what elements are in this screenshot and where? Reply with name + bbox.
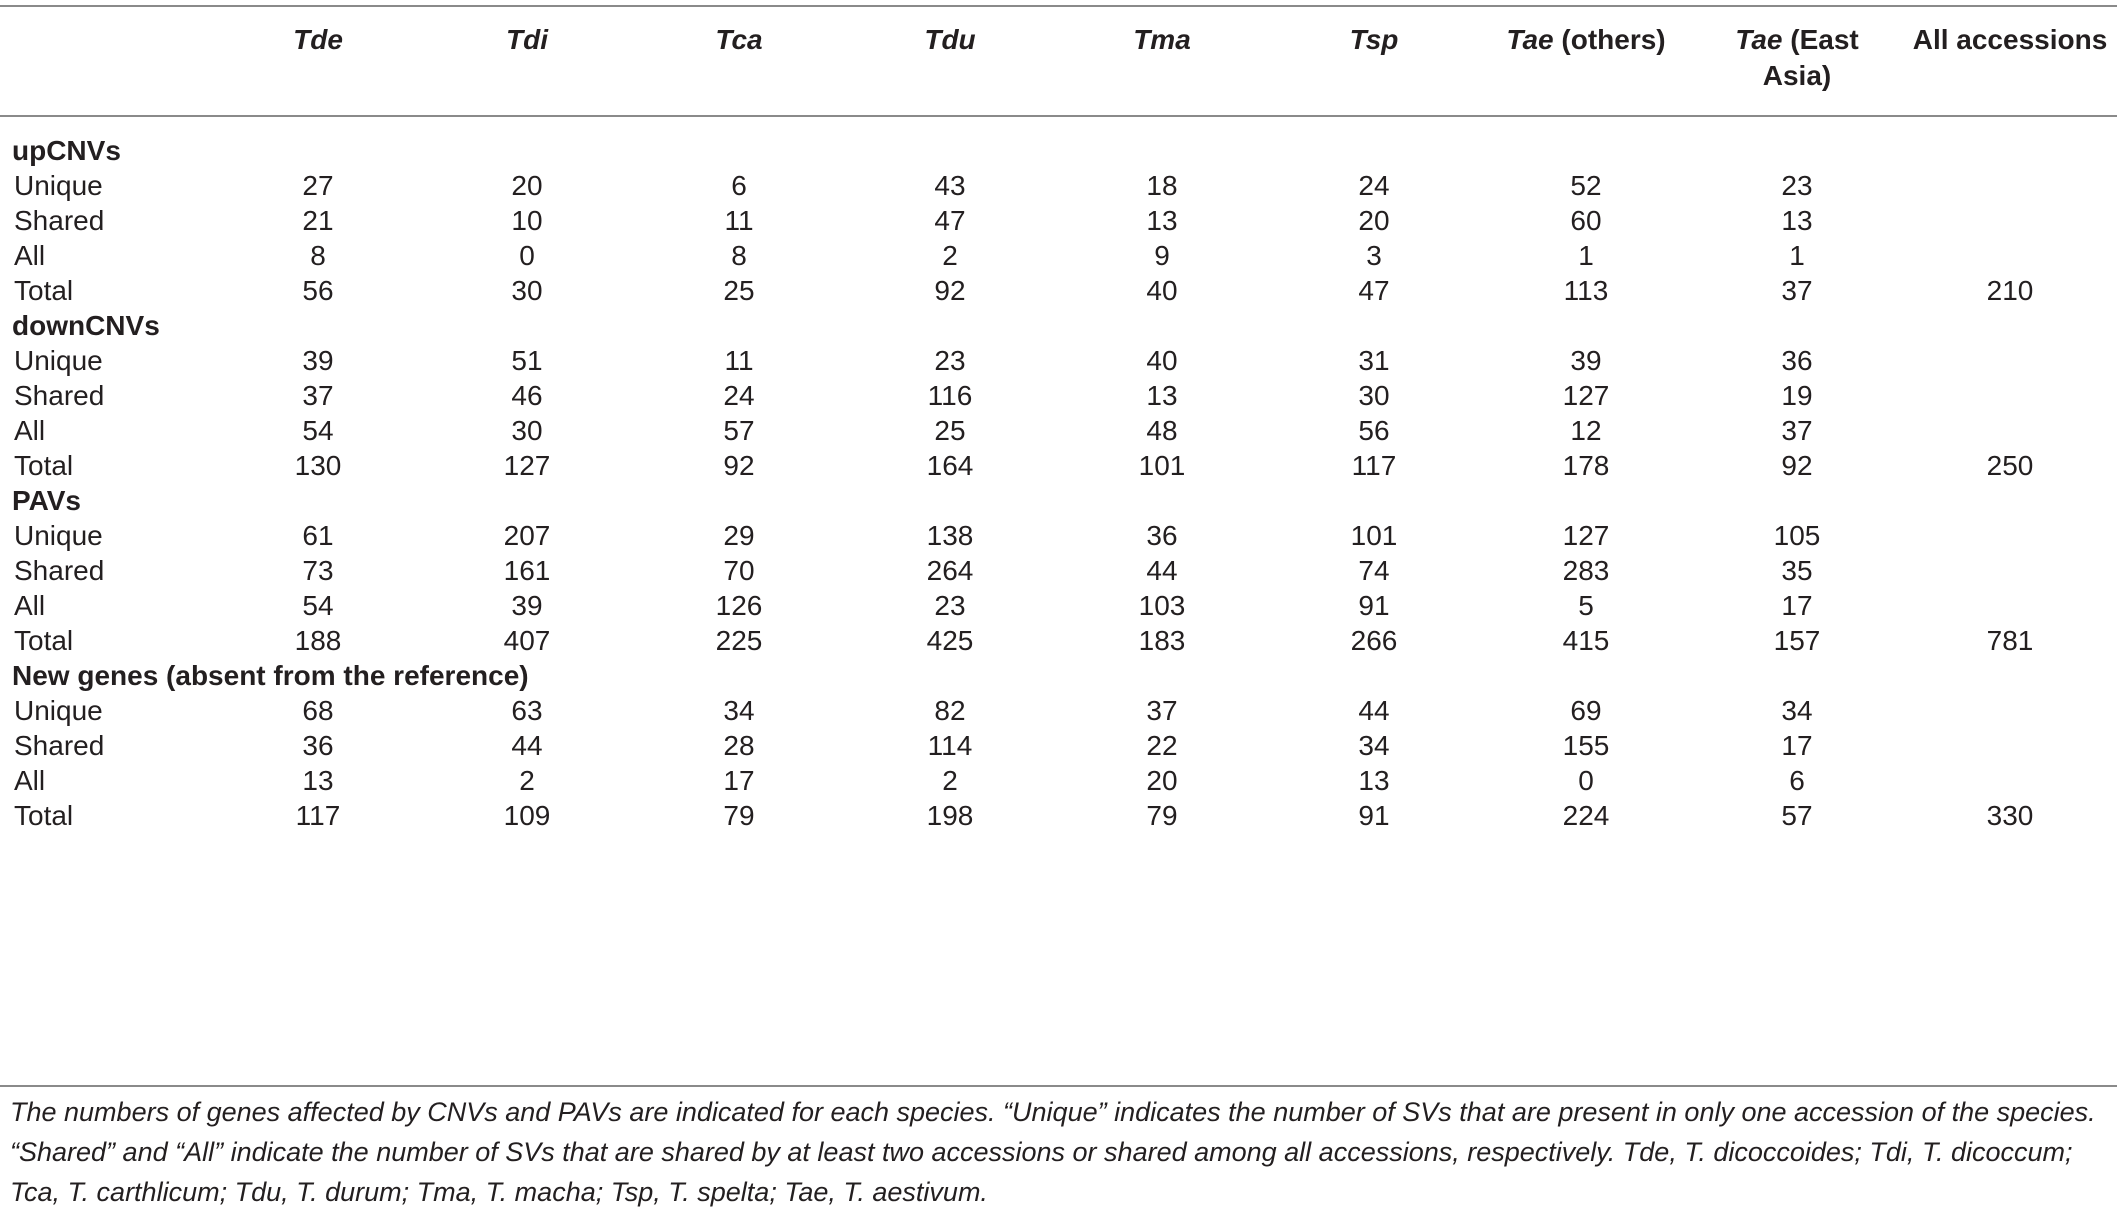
column-header bbox=[467, 22, 587, 58]
table-cell: 127 bbox=[1562, 380, 1610, 411]
table-cell: 105 bbox=[1773, 520, 1821, 551]
table-cell: 23 bbox=[934, 345, 966, 376]
table-cell: 109 bbox=[503, 800, 551, 831]
table-cell: 2 bbox=[942, 240, 958, 271]
table-cell: 40 bbox=[1146, 275, 1178, 306]
table-cell: 20 bbox=[511, 170, 543, 201]
table-cell: 283 bbox=[1562, 555, 1610, 586]
table-cell: 415 bbox=[1562, 625, 1610, 656]
table-cell: 25 bbox=[723, 275, 755, 306]
column-header bbox=[679, 22, 799, 58]
table-cell: 19 bbox=[1781, 380, 1813, 411]
table-cell: 13 bbox=[1358, 765, 1390, 796]
table-cell: 60 bbox=[1570, 205, 1602, 236]
bottom-rule bbox=[0, 1085, 2117, 1087]
table-cell: 225 bbox=[715, 625, 763, 656]
table-cell: 46 bbox=[511, 380, 543, 411]
row-label: Total bbox=[14, 450, 74, 481]
top-rule bbox=[0, 5, 2117, 7]
species-abbrev: Tde bbox=[293, 24, 343, 55]
table-cell: 3 bbox=[1366, 240, 1382, 271]
table-cell: 69 bbox=[1570, 695, 1602, 726]
table-cell: 13 bbox=[1146, 380, 1178, 411]
table-cell: 30 bbox=[511, 275, 543, 306]
table-cell: 11 bbox=[724, 345, 754, 376]
species-abbrev: Tae bbox=[1506, 24, 1554, 55]
table-cell: 79 bbox=[1146, 800, 1178, 831]
table-cell: 61 bbox=[302, 520, 334, 551]
table-cell: 36 bbox=[1146, 520, 1178, 551]
table-cell: 13 bbox=[1146, 205, 1178, 236]
table-cell: 11 bbox=[724, 205, 754, 236]
table-cell: 101 bbox=[1138, 450, 1186, 481]
table-cell: 24 bbox=[1358, 170, 1390, 201]
table-cell: 37 bbox=[1781, 415, 1813, 446]
row-label: Shared bbox=[14, 555, 105, 586]
table-cell: 30 bbox=[511, 415, 543, 446]
table-cell: 56 bbox=[302, 275, 334, 306]
table-cell: 101 bbox=[1350, 520, 1398, 551]
table-cell: 127 bbox=[503, 450, 551, 481]
table-cell: 79 bbox=[723, 800, 755, 831]
table-cell: 6 bbox=[731, 170, 747, 201]
table-cell: 23 bbox=[1781, 170, 1813, 201]
section-title: downCNVs bbox=[12, 310, 160, 341]
table-cell: 48 bbox=[1146, 415, 1178, 446]
table-cell: 117 bbox=[295, 800, 341, 831]
table-cell: 20 bbox=[1358, 205, 1390, 236]
table-cell: 9 bbox=[1154, 240, 1170, 271]
table-cell: 8 bbox=[310, 240, 326, 271]
table-footnote: The numbers of genes affected by CNVs and PAVs are indicated for each species. “Unique” indicates the number of SVs that are present in only one accession of the species. “Shared” and “All” indicate the number of SVs that are shared by at least two accessions or shared among all accessions, respectively. Tde, T. dicoccoides; Tdi, T. dicoccum; Tca, T. carthlicum; Tdu, T. durum; Tma, T. macha; Tsp, T. spelta; Tae, T. aestivum. bbox=[10, 1097, 2096, 1207]
column-header bbox=[258, 22, 378, 58]
table-cell: 22 bbox=[1146, 730, 1178, 761]
table-cell: 266 bbox=[1350, 625, 1398, 656]
section-title: upCNVs bbox=[12, 135, 121, 166]
table-cell: 114 bbox=[927, 730, 973, 761]
table-cell: 43 bbox=[934, 170, 966, 201]
species-abbrev: Tma bbox=[1133, 24, 1191, 55]
row-label: All bbox=[14, 415, 46, 446]
table-cell: 74 bbox=[1358, 555, 1390, 586]
row-label: Unique bbox=[14, 345, 103, 376]
table-cell: 21 bbox=[302, 205, 334, 236]
table-cell: 10 bbox=[511, 205, 543, 236]
table-cell: 36 bbox=[302, 730, 334, 761]
row-label: All bbox=[14, 765, 46, 796]
table-cell: 0 bbox=[519, 240, 535, 271]
species-abbrev: Tsp bbox=[1349, 24, 1399, 55]
table-cell: 54 bbox=[302, 415, 334, 446]
table-cell: 31 bbox=[1358, 345, 1390, 376]
row-label: Shared bbox=[14, 205, 105, 236]
table-cell: 17 bbox=[1781, 590, 1813, 621]
table-cell: 44 bbox=[1358, 695, 1390, 726]
table-cell: 30 bbox=[1358, 380, 1390, 411]
table-cell: 57 bbox=[1781, 800, 1813, 831]
table-cell: 781 bbox=[1986, 625, 2034, 656]
table-cell: 1 bbox=[1578, 240, 1594, 271]
row-label: Total bbox=[14, 625, 74, 656]
table-cell: 155 bbox=[1562, 730, 1610, 761]
section-title: New genes (absent from the reference) bbox=[12, 660, 529, 691]
section-title: PAVs bbox=[12, 485, 81, 516]
table-cell: 91 bbox=[1358, 590, 1390, 621]
table-cell: 164 bbox=[926, 450, 974, 481]
row-label: Unique bbox=[14, 695, 103, 726]
column-header bbox=[1732, 22, 1862, 94]
table-cell: 68 bbox=[302, 695, 334, 726]
table-cell: 82 bbox=[934, 695, 966, 726]
table-cell: 264 bbox=[926, 555, 974, 586]
table-cell: 250 bbox=[1986, 450, 2034, 481]
table-cell: 183 bbox=[1138, 625, 1186, 656]
row-label: Shared bbox=[14, 730, 105, 761]
header-rule bbox=[0, 115, 2117, 117]
table-cell: 56 bbox=[1358, 415, 1390, 446]
table-row bbox=[0, 793, 2117, 840]
table-cell: 37 bbox=[302, 380, 334, 411]
table-cell: 13 bbox=[1781, 205, 1813, 236]
table-cell: 92 bbox=[723, 450, 755, 481]
column-header bbox=[1102, 22, 1222, 58]
table-cell: 70 bbox=[723, 555, 755, 586]
table-cell: 130 bbox=[294, 450, 342, 481]
table-cell: 157 bbox=[1773, 625, 1821, 656]
table-cell: 27 bbox=[302, 170, 334, 201]
table-cell: 47 bbox=[934, 205, 966, 236]
table-cell: 113 bbox=[1563, 275, 1609, 306]
row-label: All bbox=[14, 240, 46, 271]
table-cell: 36 bbox=[1781, 345, 1813, 376]
column-header-qualifier: All accessions bbox=[1912, 24, 2108, 55]
table-cell: 6 bbox=[1789, 765, 1805, 796]
row-label: Total bbox=[14, 800, 74, 831]
table-cell: 23 bbox=[934, 590, 966, 621]
table-cell: 1 bbox=[1789, 240, 1805, 271]
column-header bbox=[1314, 22, 1434, 58]
row-label: Unique bbox=[14, 170, 103, 201]
table-cell: 330 bbox=[1986, 800, 2034, 831]
table-cell: 63 bbox=[511, 695, 543, 726]
table-cell: 39 bbox=[1570, 345, 1602, 376]
table-cell: 407 bbox=[503, 625, 551, 656]
species-abbrev: Tdu bbox=[924, 24, 976, 55]
table-cell: 178 bbox=[1562, 450, 1610, 481]
table-cell: 40 bbox=[1146, 345, 1178, 376]
table-cell: 210 bbox=[1986, 275, 2034, 306]
table-cell: 39 bbox=[511, 590, 543, 621]
table-cell: 37 bbox=[1146, 695, 1178, 726]
table-cell: 2 bbox=[519, 765, 535, 796]
table-cell: 20 bbox=[1146, 765, 1178, 796]
column-header bbox=[890, 22, 1010, 58]
table-cell: 17 bbox=[723, 765, 755, 796]
table-cell: 198 bbox=[926, 800, 974, 831]
table-cell: 29 bbox=[723, 520, 755, 551]
column-header-qualifier: (others) bbox=[1553, 24, 1666, 55]
table-cell: 161 bbox=[503, 555, 551, 586]
table-cell: 207 bbox=[503, 520, 551, 551]
table-cell: 13 bbox=[302, 765, 334, 796]
table-cell: 5 bbox=[1578, 590, 1594, 621]
table-cell: 52 bbox=[1570, 170, 1602, 201]
table-cell: 51 bbox=[511, 345, 543, 376]
table-cell: 92 bbox=[934, 275, 966, 306]
table-cell: 117 bbox=[1351, 450, 1397, 481]
table-cell: 2 bbox=[942, 765, 958, 796]
row-label: Unique bbox=[14, 520, 103, 551]
column-header-qualifier: (East Asia) bbox=[1762, 24, 1859, 91]
table-cell: 188 bbox=[294, 625, 342, 656]
table-cell: 39 bbox=[302, 345, 334, 376]
table-cell: 34 bbox=[1781, 695, 1813, 726]
table-cell: 34 bbox=[1358, 730, 1390, 761]
table-cell: 47 bbox=[1358, 275, 1390, 306]
species-abbrev: Tdi bbox=[506, 24, 548, 55]
table-cell: 18 bbox=[1146, 170, 1178, 201]
table-cell: 25 bbox=[934, 415, 966, 446]
table-cell: 126 bbox=[715, 590, 763, 621]
species-abbrev: Tca bbox=[715, 24, 763, 55]
species-abbrev: Tae bbox=[1735, 24, 1783, 55]
table-cell: 28 bbox=[723, 730, 755, 761]
table-cell: 103 bbox=[1138, 590, 1186, 621]
table-cell: 127 bbox=[1562, 520, 1610, 551]
table-cell: 224 bbox=[1562, 800, 1610, 831]
table-cell: 44 bbox=[511, 730, 543, 761]
table-cell: 24 bbox=[723, 380, 755, 411]
table-cell: 54 bbox=[302, 590, 334, 621]
table-cell: 138 bbox=[926, 520, 974, 551]
table-cell: 37 bbox=[1781, 275, 1813, 306]
row-label: Shared bbox=[14, 380, 105, 411]
table-cell: 8 bbox=[731, 240, 747, 271]
column-header bbox=[1491, 22, 1681, 58]
table-cell: 425 bbox=[926, 625, 974, 656]
table-cell: 0 bbox=[1578, 765, 1594, 796]
row-label: All bbox=[14, 590, 46, 621]
table-cell: 17 bbox=[1781, 730, 1813, 761]
table-cell: 34 bbox=[723, 695, 755, 726]
table-cell: 12 bbox=[1570, 415, 1602, 446]
table-cell: 73 bbox=[302, 555, 334, 586]
table-cell: 116 bbox=[927, 380, 973, 411]
row-label: Total bbox=[14, 275, 74, 306]
table-cell: 57 bbox=[723, 415, 755, 446]
table-cell: 35 bbox=[1781, 555, 1813, 586]
table-cell: 44 bbox=[1146, 555, 1178, 586]
column-header bbox=[1910, 22, 2110, 58]
table-cell: 92 bbox=[1781, 450, 1813, 481]
table-cell: 91 bbox=[1358, 800, 1390, 831]
